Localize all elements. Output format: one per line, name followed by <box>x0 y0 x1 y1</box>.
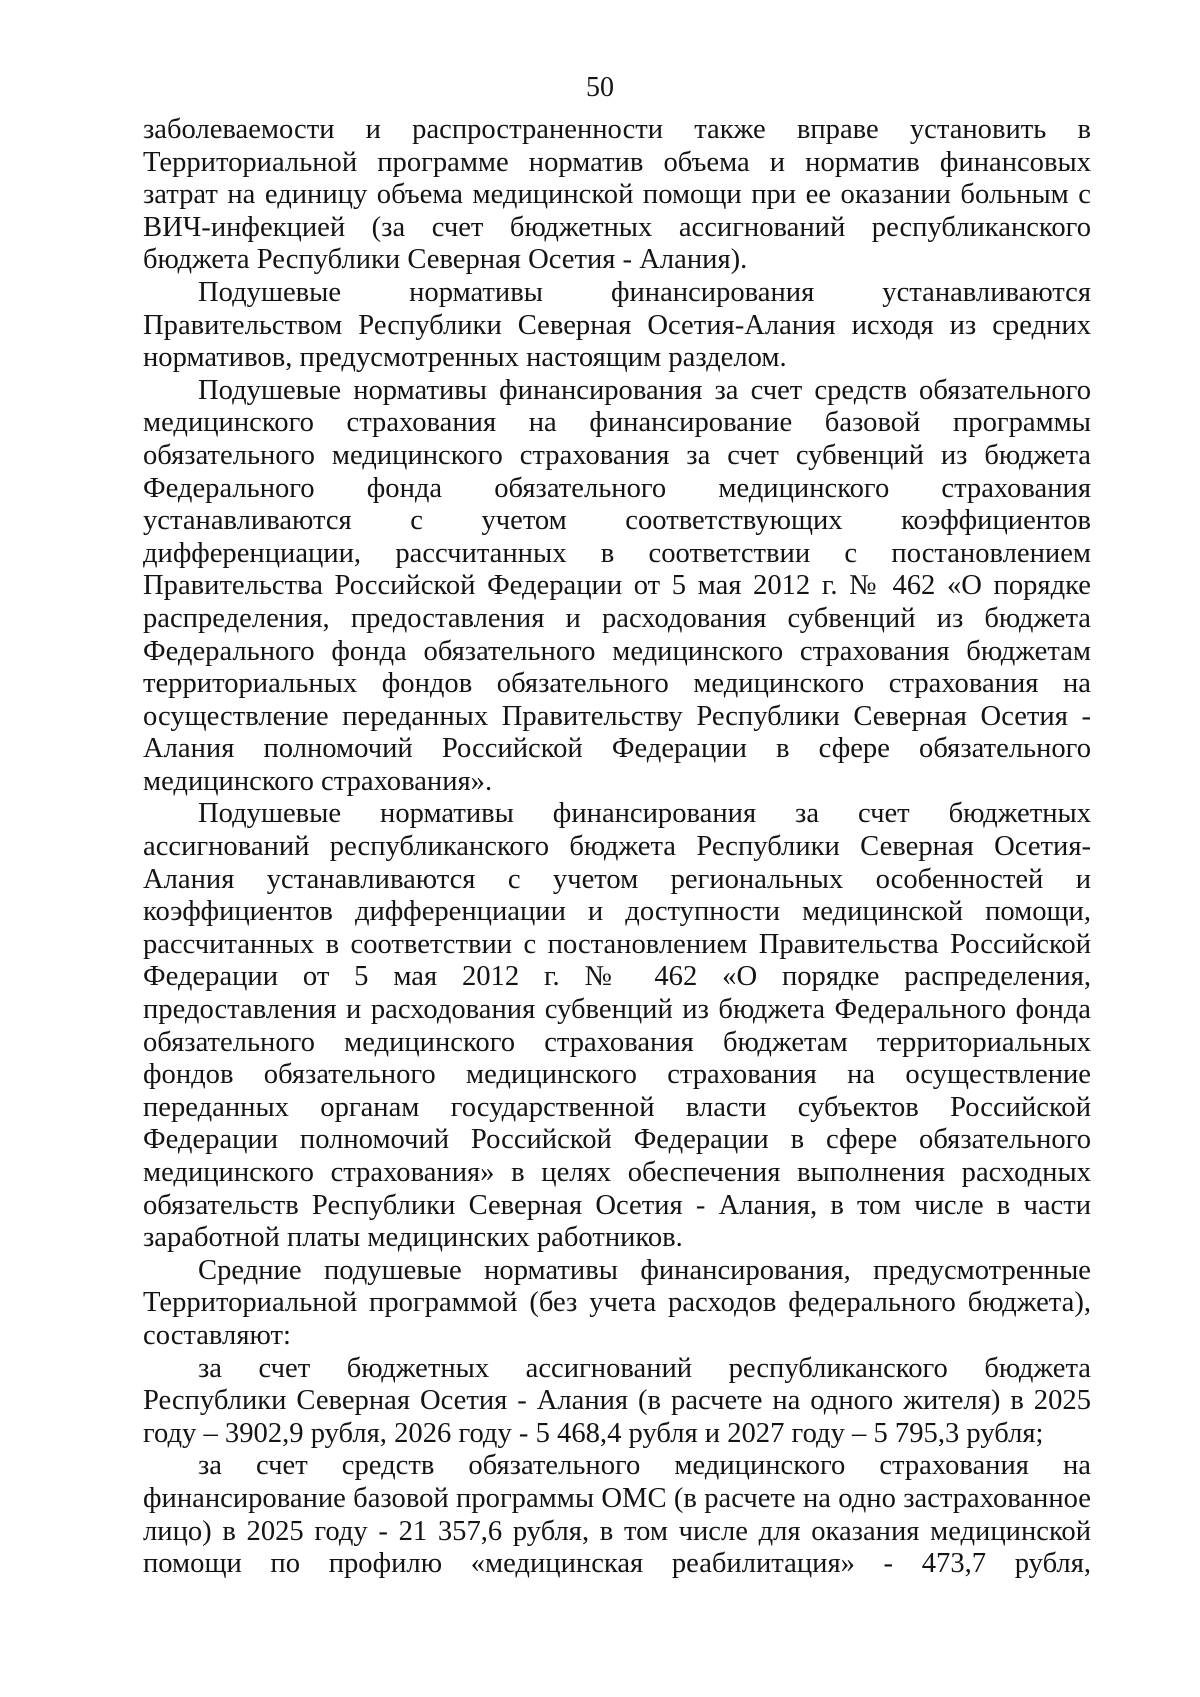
page-number: 50 <box>586 72 614 103</box>
paragraph-per-capita-norms: Подушевые нормативы финансирования устанавливаются Правительством Республики Северная Осетия-Алания исходя из средних нормативов, предусмотренных настоящим разделом. <box>143 276 1091 374</box>
paragraph-budget-norms: Подушевые нормативы финансирования за счет бюджетных ассигнований республиканского бюджета Республики Северная Осетия-Алания устанавливаются с учетом региональных особенностей и коэффициентов дифференциации и доступности медицинской помощи, рассчитанных в соответствии с постановлением Правительства Российской Федерации от 5 мая 2012 г. № 462 «О порядке распределения, предоставления и расходования субвенций из бюджета Федерального фонда обязательного медицинского страхования бюджетам территориальных фондов обязательного медицинского страхования на осуществление переданных органам государственной власти субъектов Российской Федерации полномочий Российской Федерации в сфере обязательного медицинского страхования» в целях обеспечения выполнения расходных обязательств Республики Северная Осетия - Алания, в том числе в части заработной платы медицинских работников. <box>143 798 1091 1254</box>
paragraph-hiv-norms: заболеваемости и распространенности также вправе установить в Территориальной программе норматив объема и норматив финансовых затрат на единицу объема медицинской помощи при ее оказании больным с ВИЧ-инфекцией (за счет бюджетных ассигнований республиканского бюджета Республики Северная Осетия - Алания). <box>143 114 1091 276</box>
paragraph-oms-norms: Подушевые нормативы финансирования за счет средств обязательного медицинского страхования на финансирование базовой программы обязательного медицинского страхования за счет субвенций из бюджета Федерального фонда обязательного медицинского страхования устанавливаются с учетом соответствующих коэффициентов дифференциации, рассчитанных в соответствии с постановлением Правительства Российской Федерации от 5 мая 2012 г. № 462 «О порядке распределения, предоставления и расходования субвенций из бюджета Федерального фонда обязательного медицинского страхования бюджетам территориальных фондов обязательного медицинского страхования на осуществление переданных Правительству Республики Северная Осетия - Алания полномочий Российской Федерации в сфере обязательного медицинского страхования». <box>143 374 1091 797</box>
paragraph-average-norms: Средние подушевые нормативы финансирования, предусмотренные Территориальной программой (без учета расходов федерального бюджета), составляют: <box>143 1254 1091 1351</box>
body-text <box>143 114 1091 1581</box>
paragraph-budget-amounts: за счет бюджетных ассигнований республиканского бюджета Республики Северная Осетия - Алания (в расчете на одного жителя) в 2025 году – 3902,9 рубля, 2026 году - 5 468,4 рубля и 2027 году – 5 795,3 рубля; <box>143 1352 1091 1449</box>
paragraph-oms-amounts: за счет средств обязательного медицинского страхования на финансирование базовой программы ОМС (в расчете на одно застрахованное лицо) в 2025 году - 21 357,6 рубля, в том числе для оказания медицинской помощи по профилю «медицинская реабилитация» - 473,7 рубля, <box>143 1450 1091 1580</box>
